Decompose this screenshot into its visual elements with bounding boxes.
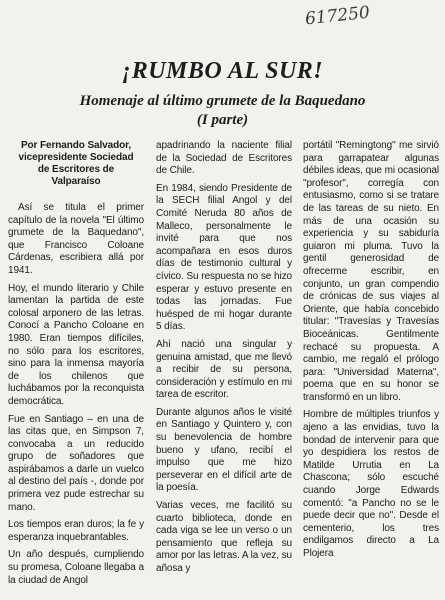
- paragraph: Varias veces, me facilitó su cuarto biblioteca, donde en cada viga se lee un verso o un pensamiento que refleja su amor por las letras. A la vez, su añosa y: [156, 500, 292, 574]
- paragraph: Así se titula el primer capítulo de la novela "El último grumete de la Baquedano", que Francisco Coloane Cárdenas, escribiera allá por 1941.: [8, 202, 144, 276]
- byline-line: de Escritores de: [37, 164, 115, 175]
- column-2: [156, 140, 292, 581]
- paragraph: Durante algunos años le visité en Santiago y Quintero y, con su benevolencia de hombre bueno y ufano, recibí el impulso que me hizo perseverar en el difícil arte de la poesía.: [156, 406, 292, 494]
- handwritten-note: 617250: [304, 2, 371, 30]
- headline: ¡RUMBO AL SUR!: [121, 58, 324, 84]
- paragraph: Fue en Santiago – en una de las citas que, en Simpson 7, convocaba a un reducido grupo de soñadores que aspirábamos a darle un vuelco al destino del país -, donde por primera vez pude estrechar su mano.: [8, 413, 144, 513]
- column-3: [303, 140, 439, 566]
- byline: [8, 140, 144, 188]
- byline-line: vicepresidente Sociedad: [18, 152, 134, 163]
- byline-line: Valparaíso: [51, 176, 101, 187]
- byline-line: Por Fernando Salvador,: [20, 140, 132, 151]
- paragraph: Los tiempos eran duros; la fe y esperanza inquebrantables.: [8, 519, 144, 543]
- paragraph: Hoy, el mundo literario y Chile lamentan la partida de este colosal arponero de las letras. Conocí a Pancho Coloane en 1980. Eran tiempos difíciles, no sólo para los escritores, sino para la inmensa mayoría de los chilenos que luchábamos por la reconquista democrática.: [8, 282, 144, 407]
- paragraph: Un año después, cumpliendo su promesa, Coloane llegaba a la ciudad de Angol: [8, 549, 144, 586]
- column-1: [8, 140, 144, 592]
- paragraph: Ahí nació una singular y genuina amistad, que me llevó a recibir de su persona, consideración y estímulo en mi tarea de escritor.: [156, 338, 292, 401]
- paragraph: apadrinando la naciente filial de la Sociedad de Escritores de Chile.: [156, 140, 292, 177]
- subtitle-line-1: Homenaje al último grumete de la Baquedano: [79, 93, 366, 109]
- paragraph: portátil "Remingtong" me sirvió para garrapatear algunas débiles ideas, que mi ocasional "profesor", corregía con entusiasmo, como si se tratare de las tareas de su nieto. En más de una ocasión su experiencia y su sabiduría guiaron mi pluma. Tuvo la gentil generosidad de ofrecerme escribir, en conjunto, un gran compendio de crónicas de sus viajes al Oriente, que había concebido titular: "Travesías y Travesías Bioceánicas. Gentilmente rechacé su propuesta. A cambio, me regaló el prólogo para: "Universidad Materna", poema que en su honor se transformó en un libro.: [303, 140, 439, 403]
- paragraph: Hombre de múltiples triunfos y ajeno a las envidias, tuvo la bondad de intervenir para que yo despidiera los restos de Matilde Urrutia en La Chascona; sólo escuché cuando Jorge Edwards comentó: "a Pancho no se le puede decir que no". Desde el cementerio, los tres endilgamos directo a La Plojera: [303, 409, 439, 559]
- subtitle-line-2: (I parte): [196, 112, 249, 128]
- paragraph: En 1984, siendo Presidente de la SECH filial Angol y del Comité Neruda 80 años de Malleco, personalmente le invité para que nos acompañara en esos duros días de testimonio cultural y cívico. Su respuesta no se hizo esperar y estuvo presente en todas las jornadas. Fue huésped de mi hogar durante 5 días.: [156, 182, 292, 333]
